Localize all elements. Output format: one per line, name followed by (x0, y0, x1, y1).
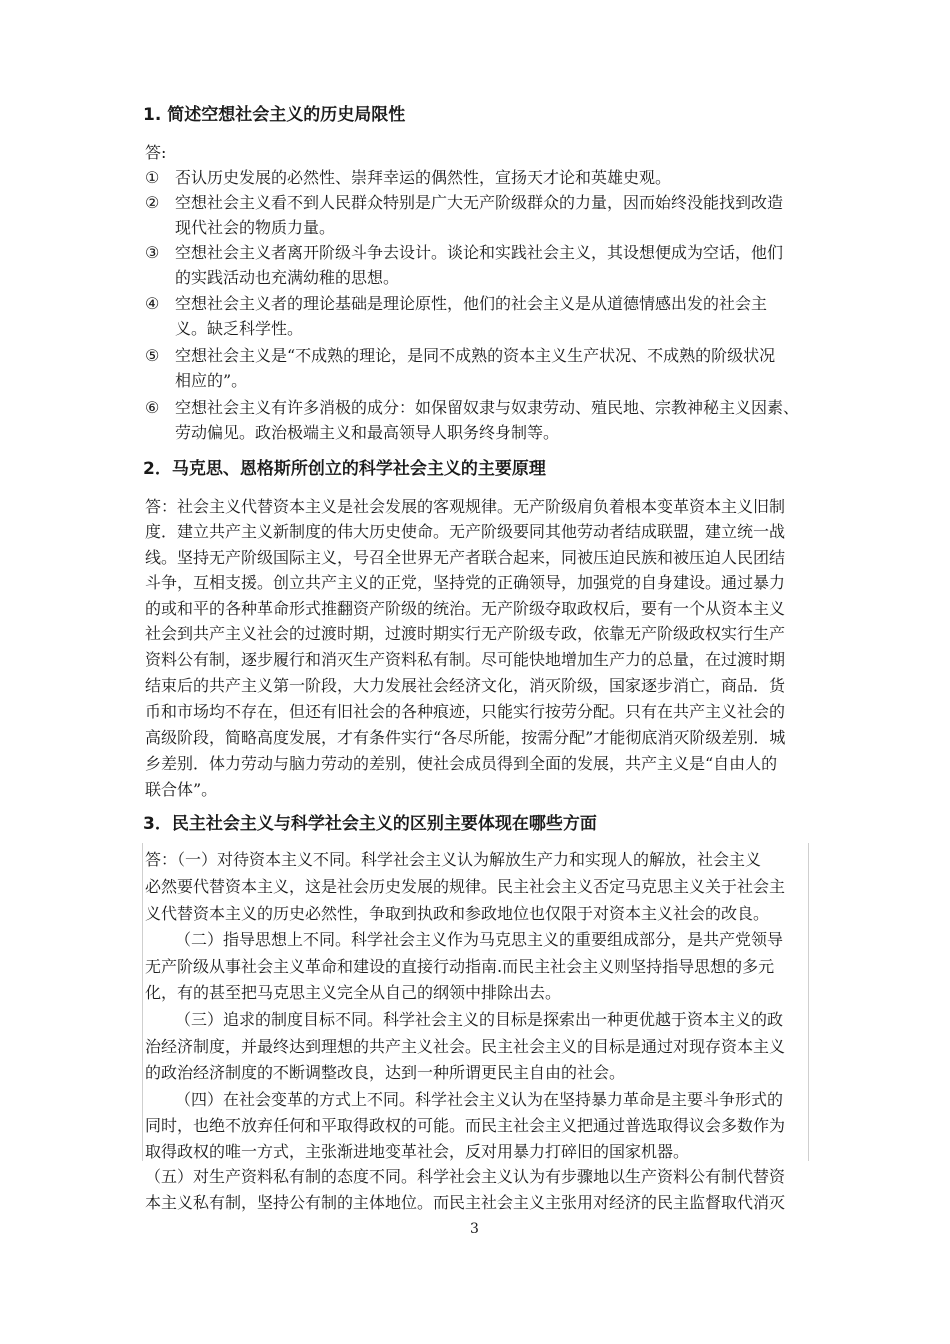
paragraph-line: 治经济制度，并最终达到理想的共产主义社会。民主社会主义的目标是通过对现存资本主义 (145, 1037, 786, 1056)
paragraph-line: 义代替资本主义的历史必然性，争取到执政和参政地位也仅限于对资本主义社会的改良。 (145, 904, 770, 923)
question-2-title: 2．马克思、恩格斯所创立的科学社会主义的主要原理 (143, 459, 546, 479)
question-3-title: 3．民主社会主义与科学社会主义的区别主要体现在哪些方面 (143, 814, 597, 834)
paragraph-line: 必然要代替资本主义，这是社会历史发展的规律。民主社会主义否定马克思主义关于社会主 (145, 877, 786, 896)
paragraph-line: 结束后的共产主义第一阶段，大力发展社会经济文化，消灭阶级，国家逐步消亡，商品．货 (145, 676, 786, 695)
paragraph-line: （五）对生产资料私有制的态度不同。科学社会主义认为有步骤地以生产资料公有制代替资 (145, 1167, 786, 1186)
item-line: 空想社会主义是“不成熟的理论，是同不成熟的资本主义生产状况、不成熟的阶级状况 (175, 346, 776, 365)
paragraph-line: 化，有的甚至把马克思主义完全从自己的纲领中排除出去。 (145, 983, 562, 1002)
item-line: 义。缺乏科学性。 (175, 319, 304, 338)
page-number: 3 (470, 1221, 479, 1237)
item-line: 空想社会主义者离开阶级斗争去设计。谈论和实践社会主义，其设想便成为空话，他们 (175, 243, 784, 262)
paragraph-line: 币和市场均不存在，但还有旧社会的各种痕迹，只能实行按劳分配。只有在共产主义社会的 (145, 702, 786, 721)
item-line: 否认历史发展的必然性、崇拜幸运的偶然性，宣扬天才论和英雄史观。 (175, 168, 672, 187)
item-line: 的实践活动也充满幼稚的思想。 (175, 268, 400, 287)
item-line: 空想社会主义者的理论基础是理论原性，他们的社会主义是从道德情感出发的社会主 (175, 294, 768, 313)
item-line: 相应的”。 (175, 371, 248, 390)
answer-label: 答: (145, 143, 167, 162)
frame-left-border (142, 843, 143, 1161)
paragraph-line: 无产阶级从事社会主义革命和建设的直接行动指南.而民主社会主义则坚持指导思想的多元 (145, 957, 775, 976)
item-marker: ① (145, 168, 160, 187)
paragraph-line: 度．建立共产主义新制度的伟大历史使命。无产阶级要同其他劳动者结成联盟，建立统一战 (145, 522, 786, 541)
paragraph-line: 的或和平的各种革命形式推翻资产阶级的统治。无产阶级夺取政权后，要有一个从资本主义 (145, 599, 786, 618)
paragraph-line: （四）在社会变革的方式上不同。科学社会主义认为在坚持暴力革命是主要斗争形式的 (175, 1090, 784, 1109)
paragraph-line: （三）追求的制度目标不同。科学社会主义的目标是探索出一种更优越于资本主义的政 (175, 1010, 784, 1029)
item-line: 劳动偏见。政治极端主义和最高领导人职务终身制等。 (175, 423, 560, 442)
item-marker: ② (145, 193, 160, 212)
paragraph-line: 高级阶段，简略高度发展，才有条件实行“各尽所能，按需分配”才能彻底消灭阶级差别．城 (145, 728, 786, 747)
item-marker: ⑤ (145, 346, 160, 365)
item-marker: ⑥ (145, 398, 160, 417)
item-line: 空想社会主义看不到人民群众特别是广大无产阶级群众的力量，因而始终没能找到改造 (175, 193, 784, 212)
item-line: 现代社会的物质力量。 (175, 218, 336, 237)
paragraph-line: 答：（一）对待资本主义不同。科学社会主义认为解放生产力和实现人的解放，社会主义 (145, 850, 762, 869)
question-1-title: 1. 简述空想社会主义的历史局限性 (143, 105, 406, 125)
paragraph-line: 同时，也绝不放弃任何和平取得政权的可能。而民主社会主义把通过普选取得议会多数作为 (145, 1116, 786, 1135)
paragraph-line: 资料公有制，逐步履行和消灭生产资料私有制。尽可能快地增加生产力的总量，在过渡时期 (145, 650, 786, 669)
paragraph-line: 的政治经济制度的不断调整改良，达到一种所谓更民主自由的社会。 (145, 1063, 626, 1082)
paragraph-line: （二）指导思想上不同。科学社会主义作为马克思主义的重要组成部分，是共产党领导 (175, 930, 784, 949)
paragraph-line: 社会到共产主义社会的过渡时期，过渡时期实行无产阶级专政，依靠无产阶级政权实行生产 (145, 624, 786, 643)
paragraph-line: 联合体”。 (145, 780, 218, 799)
paragraph-line: 答：社会主义代替资本主义是社会发展的客观规律。无产阶级肩负着根本变革资本主义旧制 (145, 497, 786, 516)
item-marker: ③ (145, 243, 160, 262)
frame-right-border (808, 843, 809, 1161)
paragraph-line: 斗争，互相支援。创立共产主义的正党，坚持党的正确领导，加强党的自身建设。通过暴力 (145, 573, 786, 592)
paragraph-line: 乡差别．体力劳动与脑力劳动的差别，使社会成员得到全面的发展，共产主义是“自由人的 (145, 754, 778, 773)
item-marker: ④ (145, 294, 160, 313)
paragraph-line: 取得政权的唯一方式，主张渐进地变革社会，反对用暴力打碎旧的国家机器。 (145, 1142, 690, 1161)
item-line: 空想社会主义有许多消极的成分：如保留奴隶与奴隶劳动、殖民地、宗教神秘主义因素、 (175, 398, 800, 417)
paragraph-line: 本主义私有制，坚持公有制的主体地位。而民主社会主义主张用对经济的民主监督取代消灭 (145, 1193, 786, 1212)
paragraph-line: 线。坚持无产阶级国际主义，号召全世界无产者联合起来，同被压迫民族和被压迫人民团结 (145, 548, 786, 567)
